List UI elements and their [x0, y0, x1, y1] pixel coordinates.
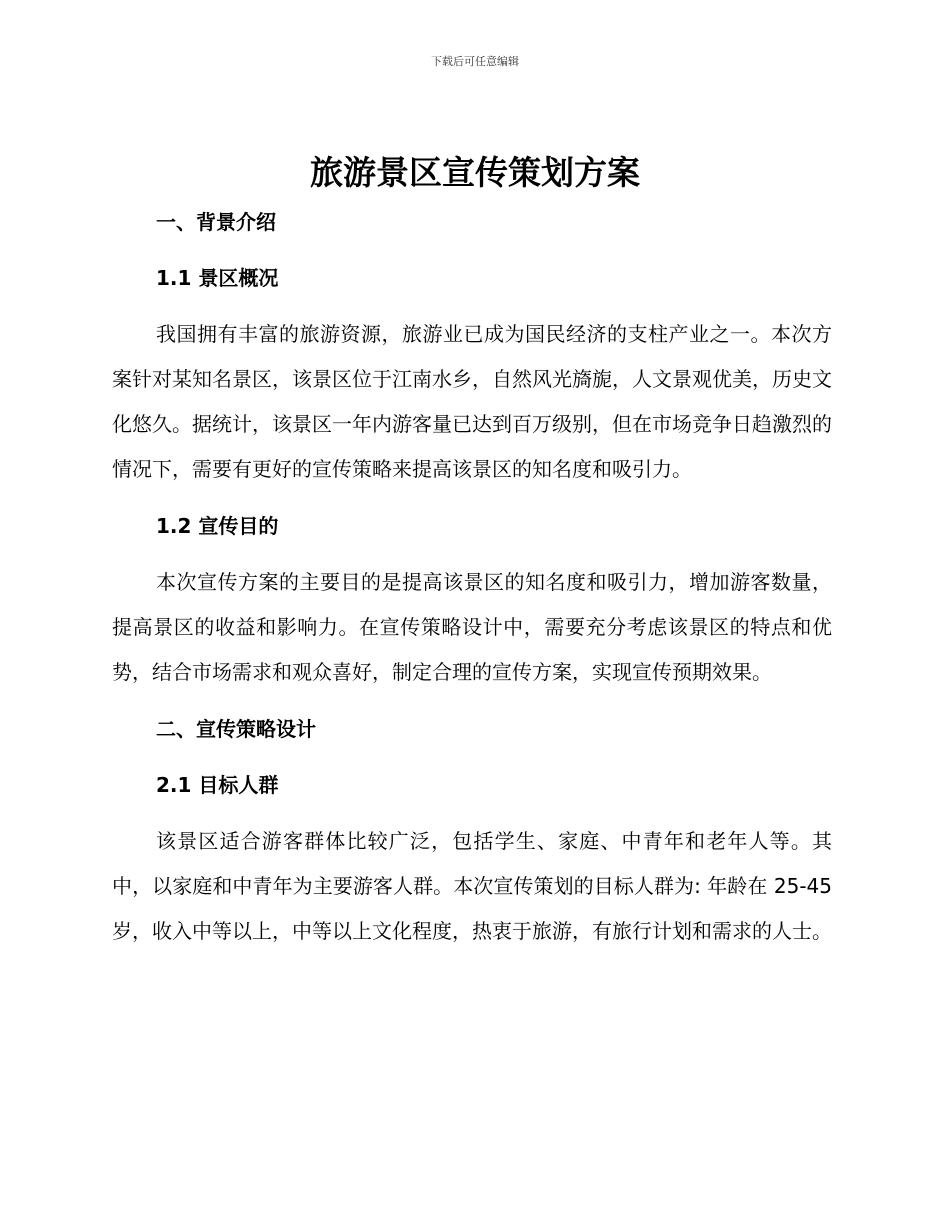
section-heading-background: 一、背景介绍	[156, 210, 276, 234]
subsection-heading-target-audience: 2.1 目标人群	[156, 773, 279, 797]
document-body	[112, 200, 832, 966]
paragraph-overview: 我国拥有丰富的旅游资源，旅游业已成为国民经济的支柱产业之一。本次方案针对某知名景区，该景区位于江南水乡，自然风光旖旎，人文景观优美，历史文化悠久。据统计，该景区一年内游客量已达到百万级别，但在市场竞争日趋激烈的情况下，需要有更好的宣传策略来提高该景区的知名度和吸引力。	[112, 322, 832, 481]
paragraph-target-audience: 该景区适合游客群体比较广泛，包括学生、家庭、中青年和老年人等。其中，以家庭和中青年为主要游客人群。本次宣传策划的目标人群为: 年龄在 25-45 岁，收入中等以上，中等以上文化程度，热衷于旅游，有旅行计划和需求的人士。	[112, 829, 832, 943]
subsection-heading-purpose: 1.2 宣传目的	[156, 514, 279, 538]
section-heading-strategy: 二、宣传策略设计	[156, 717, 316, 741]
paragraph-purpose: 本次宣传方案的主要目的是提高该景区的知名度和吸引力，增加游客数量，提高景区的收益和影响力。在宣传策略设计中，需要充分考虑该景区的特点和优势，结合市场需求和观众喜好，制定合理的宣传方案，实现宣传预期效果。	[112, 570, 832, 684]
header-note: 下载后可任意编辑	[431, 55, 519, 68]
subsection-heading-overview: 1.1 景区概况	[156, 266, 279, 290]
document-title: 旅游景区宣传策划方案	[310, 153, 640, 192]
